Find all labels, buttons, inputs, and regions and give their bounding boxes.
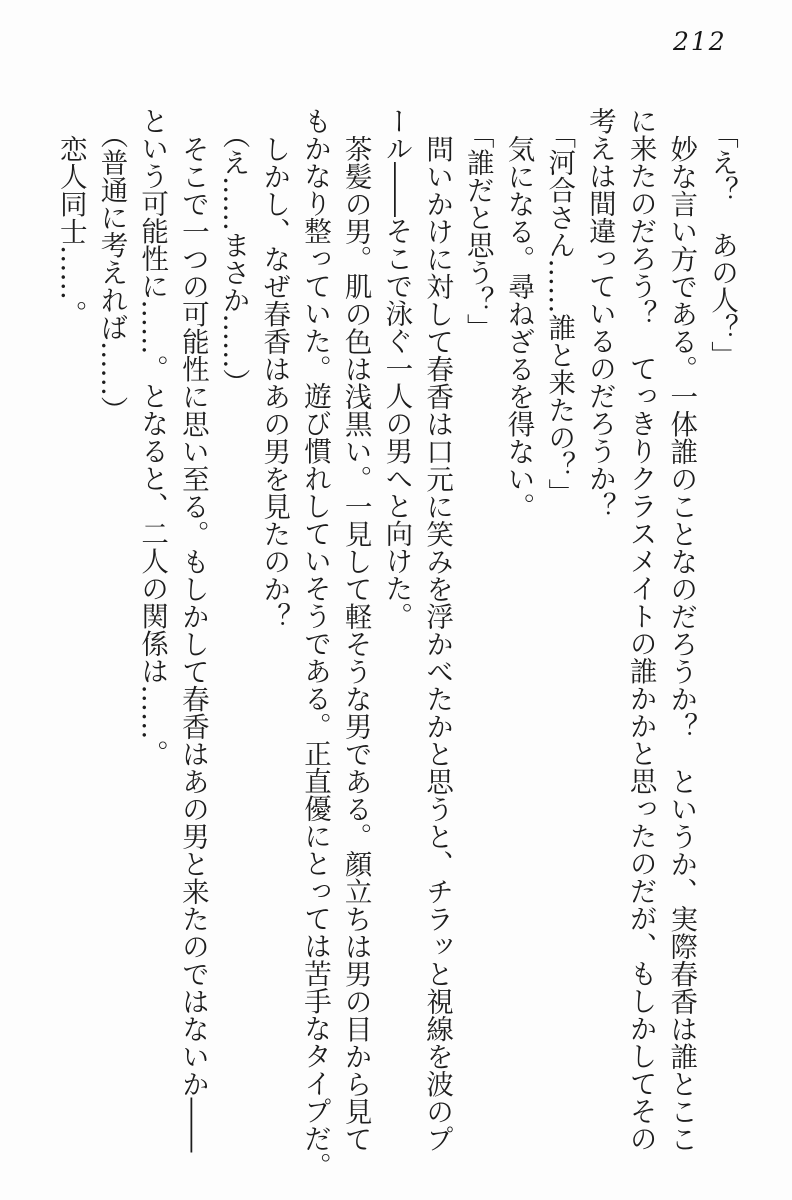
text-column: （え……まさか……）: [217, 121, 250, 396]
text-column: 「河合さん……誰と来たの？」: [543, 121, 576, 506]
text-column: 問いかけに対して春香は口元に笑みを浮かべたかと思うと、チラッと視線を波のプ: [421, 134, 454, 1152]
text-column: 妙な言い方である。一体誰のことなのだろうか？ というか、実際春香は誰とここ: [665, 134, 698, 1152]
page-number: 212: [673, 27, 727, 56]
text-column: 考えは間違っているのだろうか？: [583, 107, 616, 520]
text-column: （普通に考えれば……）: [95, 121, 128, 424]
text-column: 「え？ あの人？」: [706, 121, 738, 369]
text-column: 茶髪の男。肌の色は浅黒い。一見して軽そうな男である。顔立ちは男の目から見て: [339, 134, 372, 1152]
text-column: しかし、なぜ春香はあの男を見たのか？: [258, 134, 291, 630]
body-text: [50, 107, 742, 1192]
text-column: 恋人同士……。: [54, 134, 87, 327]
text-column: そこで一つの可能性に思い至る。もしかして春香はあの男と来たのではないか――: [176, 134, 209, 1152]
text-column: に来たのだろう？ てっきりクラスメイトの誰かかと思ったのだが、もしかしてその: [624, 107, 657, 1152]
text-column: という可能性に……。となると、二人の関係は……。: [136, 107, 169, 767]
text-column: もかなり整っていた。遊び慣れしていそうである。正直優にとっては苦手なタイプだ。: [298, 107, 331, 1180]
text-column: 気になる。尋ねざるを得ない。: [502, 134, 535, 520]
text-column: ール――そこで泳ぐ一人の男へと向けた。: [380, 107, 413, 630]
text-column: 「誰だと思う？」: [461, 121, 494, 341]
